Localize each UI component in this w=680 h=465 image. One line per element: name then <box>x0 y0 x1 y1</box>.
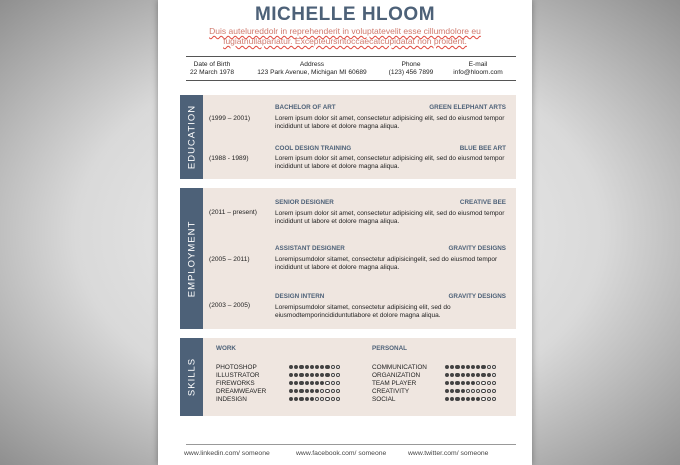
contact-dob <box>186 61 238 77</box>
skill-dot <box>455 381 459 385</box>
contact-email-label: E-mail <box>468 61 488 68</box>
education-1-dates: (1999 – 2001) <box>209 115 251 122</box>
skill-dot <box>481 373 485 377</box>
education-section <box>180 95 516 179</box>
skill-dot <box>450 389 454 393</box>
education-1-title: BACHELOR OF ART <box>275 104 336 111</box>
contact-address <box>250 61 374 77</box>
skill-dot <box>476 381 480 385</box>
skill-dot <box>471 397 475 401</box>
skill-rating <box>445 373 496 377</box>
education-2-org: BLUE BEE ART <box>459 145 506 152</box>
skill-dot <box>331 397 335 401</box>
footer-divider <box>186 444 516 445</box>
skill-dot <box>294 397 298 401</box>
skill-dot <box>487 373 491 377</box>
skill-dot <box>294 373 298 377</box>
skill-dot <box>481 381 485 385</box>
contact-address-label: Address <box>299 61 325 68</box>
skill-dot <box>466 389 470 393</box>
skill-dot <box>315 373 319 377</box>
skill-dot <box>315 381 319 385</box>
skill-dot <box>492 365 496 369</box>
skill-personal-4-name: CREATIVITY <box>372 388 410 395</box>
skill-dot <box>289 373 293 377</box>
skill-dot <box>289 381 293 385</box>
skill-dot <box>320 381 324 385</box>
skill-dot <box>471 365 475 369</box>
employment-1-dates: (2011 – present) <box>209 209 257 216</box>
employment-section <box>180 188 516 329</box>
skill-dot <box>481 365 485 369</box>
skill-dot <box>445 397 449 401</box>
skill-dot <box>450 373 454 377</box>
skill-dot <box>487 389 491 393</box>
skill-dot <box>320 365 324 369</box>
skill-dot <box>455 397 459 401</box>
footer-facebook-link[interactable]: www.facebook.com/ someone <box>296 450 387 457</box>
employment-1-desc: Lorem ipsum dolor sit amet, consectetur adipisicing elit, sed do eiusmod tempor incididunt ut labore et dolore magna aliqua. <box>275 210 505 226</box>
contact-phone-value: (123) 456 7899 <box>388 69 434 76</box>
skill-dot <box>305 381 309 385</box>
employment-2-desc: Loremipsumdolor sitamet, consectetur adipisicingelit, sed do eiusmod tempor incididunt ut labore et dolore magna aliqua. <box>275 256 498 272</box>
skill-dot <box>450 365 454 369</box>
employment-3-dates: (2003 – 2005) <box>209 302 251 309</box>
education-2-dates: (1988 - 1989) <box>209 155 249 162</box>
skill-personal-5-name: SOCIAL <box>372 396 396 403</box>
skill-dot <box>455 373 459 377</box>
skill-work-1-name: PHOTOSHOP <box>216 364 257 371</box>
skill-dot <box>315 365 319 369</box>
skill-dot <box>299 373 303 377</box>
skill-rating <box>289 365 340 369</box>
skill-dot <box>492 381 496 385</box>
skill-dot <box>325 389 329 393</box>
skill-dot <box>481 397 485 401</box>
skill-dot <box>445 389 449 393</box>
header-divider-bottom <box>186 80 516 81</box>
skill-dot <box>331 365 335 369</box>
skill-dot <box>471 373 475 377</box>
skill-dot <box>325 381 329 385</box>
skills-personal-heading: PERSONAL <box>372 345 407 352</box>
skill-dot <box>325 373 329 377</box>
skill-dot <box>450 381 454 385</box>
skill-rating <box>289 389 340 393</box>
skill-personal-3-name: TEAM PLAYER <box>372 380 417 387</box>
employment-1-title: SENIOR DESIGNER <box>275 199 334 206</box>
skill-dot <box>320 373 324 377</box>
skill-dot <box>466 397 470 401</box>
skill-dot <box>331 381 335 385</box>
skill-dot <box>476 365 480 369</box>
skill-dot <box>471 389 475 393</box>
skill-dot <box>294 365 298 369</box>
skill-dot <box>476 397 480 401</box>
skill-dot <box>320 397 324 401</box>
skill-work-3-name: FIREWORKS <box>216 380 255 387</box>
skill-dot <box>461 365 465 369</box>
skill-dot <box>471 381 475 385</box>
skills-section <box>180 338 516 416</box>
skill-dot <box>466 365 470 369</box>
skill-rating <box>289 397 340 401</box>
skill-dot <box>320 389 324 393</box>
footer-linkedin-link[interactable]: www.linkedin.com/ someone <box>184 450 270 457</box>
skill-personal-2-name: ORGANIZATION <box>372 372 421 379</box>
contact-email-value: info@hloom.com <box>453 69 503 76</box>
skills-tab <box>180 338 203 416</box>
skill-dot <box>299 389 303 393</box>
employment-3-title: DESIGN INTERN <box>275 293 325 300</box>
resume-page <box>158 0 532 465</box>
skill-dot <box>305 365 309 369</box>
skill-rating <box>445 381 496 385</box>
skill-dot <box>445 365 449 369</box>
skill-dot <box>450 397 454 401</box>
skill-dot <box>336 365 340 369</box>
skill-dot <box>336 381 340 385</box>
contact-address-value: 123 Park Avenue, Michigan MI 60689 <box>257 69 367 76</box>
skill-dot <box>299 381 303 385</box>
skill-dot <box>299 397 303 401</box>
skill-rating <box>445 389 496 393</box>
skill-dot <box>294 389 298 393</box>
education-1-desc: Lorem ipsum dolor sit amet, consectetur adipisicing elit, sed do eiusmod tempor incididunt ut labore et dolore magna aliqua. <box>275 115 505 131</box>
skill-dot <box>492 397 496 401</box>
skill-dot <box>466 373 470 377</box>
skill-dot <box>289 397 293 401</box>
skill-dot <box>445 381 449 385</box>
skill-dot <box>310 381 314 385</box>
skill-dot <box>461 381 465 385</box>
resume-name: MICHELLE HLOOM <box>254 4 436 25</box>
footer-twitter-link[interactable]: www.twitter.com/ someone <box>408 450 489 457</box>
skills-heading: SKILLS <box>186 357 197 397</box>
employment-3-org: GRAVITY DESIGNS <box>448 293 506 300</box>
skill-dot <box>461 389 465 393</box>
skill-dot <box>461 373 465 377</box>
education-2-desc: Lorem ipsum dolor sit amet, consectetur adipisicing elit, sed do eiusmod tempor incididunt ut labore et dolore magna aliqua. <box>275 155 505 171</box>
skill-dot <box>466 381 470 385</box>
skill-dot <box>331 389 335 393</box>
employment-2-dates: (2005 – 2011) <box>209 256 250 263</box>
contact-email <box>446 61 510 77</box>
education-heading: EDUCATION <box>186 104 197 170</box>
skill-work-2-name: ILLUSTRATOR <box>216 372 260 379</box>
skill-rating <box>445 365 496 369</box>
employment-2-org: GRAVITY DESIGNS <box>448 245 506 252</box>
skill-dot <box>487 365 491 369</box>
skill-dot <box>305 373 309 377</box>
skill-dot <box>487 397 491 401</box>
skill-dot <box>310 397 314 401</box>
education-2-title: COOL DESIGN TRAINING <box>275 145 352 152</box>
resume-tagline: Duis autelureddolr in reprehenderit in voluptatevelit esse cillumdolore eu fugiatnullapariatur. Excepteursintoccaecatcupidatat non proident. <box>209 26 481 46</box>
education-tab <box>180 95 203 179</box>
skill-dot <box>487 381 491 385</box>
skill-dot <box>336 373 340 377</box>
skill-dot <box>455 365 459 369</box>
skill-dot <box>325 365 329 369</box>
skill-dot <box>455 389 459 393</box>
skill-dot <box>310 365 314 369</box>
skill-dot <box>336 389 340 393</box>
skill-dot <box>305 397 309 401</box>
skill-work-5-name: INDESIGN <box>216 396 247 403</box>
skill-dot <box>299 365 303 369</box>
skill-rating <box>445 397 496 401</box>
skills-work-heading: WORK <box>216 345 236 352</box>
skill-dot <box>461 397 465 401</box>
skill-dot <box>294 381 298 385</box>
contact-dob-label: Date of Birth <box>193 61 231 68</box>
skill-personal-1-name: COMMUNICATION <box>372 364 427 371</box>
skill-dot <box>445 373 449 377</box>
skill-dot <box>331 373 335 377</box>
skill-dot <box>476 373 480 377</box>
education-1-org: GREEN ELEPHANT ARTS <box>429 104 506 111</box>
employment-heading: EMPLOYMENT <box>186 220 197 297</box>
contact-phone-label: Phone <box>401 61 421 68</box>
contact-dob-value: 22 March 1978 <box>190 69 234 76</box>
header-divider-top <box>186 56 516 57</box>
contact-phone <box>384 61 438 77</box>
skill-dot <box>481 389 485 393</box>
skill-dot <box>310 373 314 377</box>
skill-dot <box>492 389 496 393</box>
employment-2-title: ASSISTANT DESIGNER <box>275 245 345 252</box>
skill-dot <box>315 389 319 393</box>
skill-dot <box>336 397 340 401</box>
skill-rating <box>289 381 340 385</box>
skill-rating <box>289 373 340 377</box>
skill-dot <box>325 397 329 401</box>
skill-dot <box>492 373 496 377</box>
skill-dot <box>289 389 293 393</box>
employment-tab <box>180 188 203 329</box>
employment-1-org: CREATIVE BEE <box>459 199 506 206</box>
skill-dot <box>310 389 314 393</box>
employment-3-desc: Loremipsumdolor sitamet, consectetur adipisicing elit, sed do eiusmodtemporincididuntutlabore et dolore magna aliqua. <box>275 304 451 320</box>
skill-dot <box>305 389 309 393</box>
skill-work-4-name: DREAMWEAVER <box>216 388 267 395</box>
skill-dot <box>476 389 480 393</box>
skill-dot <box>315 397 319 401</box>
skill-dot <box>289 365 293 369</box>
